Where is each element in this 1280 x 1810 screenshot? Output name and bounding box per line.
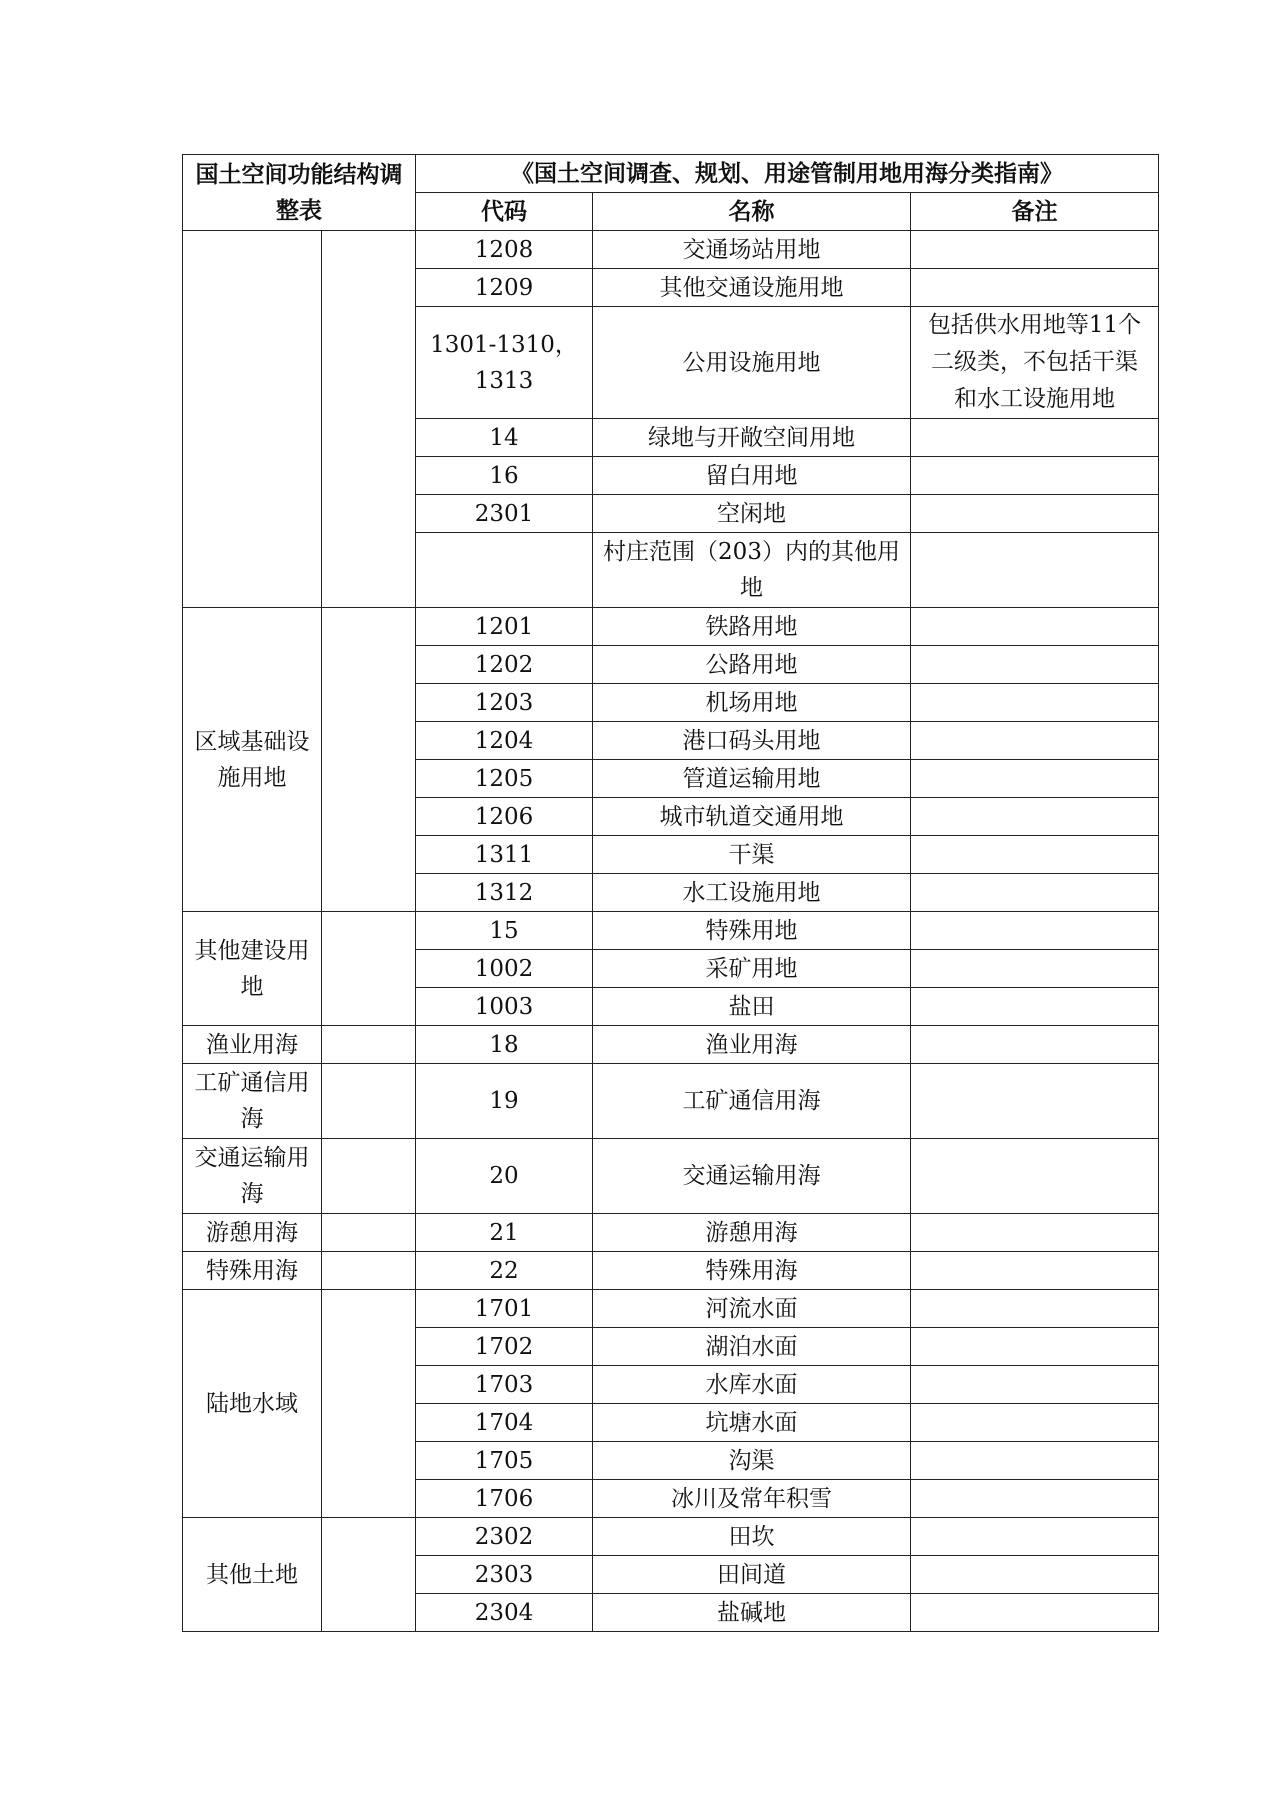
name-cell: 机场用地: [593, 684, 911, 722]
name-cell: 坑塘水面: [593, 1404, 911, 1442]
note-cell: [911, 836, 1159, 874]
code-cell: [416, 533, 593, 608]
code-cell: 21: [416, 1214, 593, 1252]
note-cell: [911, 912, 1159, 950]
name-cell: 水库水面: [593, 1366, 911, 1404]
code-cell: 1002: [416, 950, 593, 988]
table-row: [183, 1214, 1159, 1252]
subgroup-cell: [322, 1214, 416, 1252]
subgroup-cell: [322, 1290, 416, 1518]
code-cell: 18: [416, 1026, 593, 1064]
code-cell: 1312: [416, 874, 593, 912]
name-cell: 村庄范围（203）内的其他用地: [593, 533, 911, 608]
land-use-classification-table: [182, 154, 1159, 1632]
note-cell: [911, 1480, 1159, 1518]
note-cell: [911, 798, 1159, 836]
subgroup-cell: [322, 1026, 416, 1064]
note-cell: [911, 1328, 1159, 1366]
column-header-note: 备注: [911, 193, 1159, 231]
code-cell: 1206: [416, 798, 593, 836]
code-cell: 2304: [416, 1594, 593, 1632]
note-cell: [911, 874, 1159, 912]
code-cell: 1705: [416, 1442, 593, 1480]
table-row: [183, 1026, 1159, 1064]
subgroup-cell: [322, 912, 416, 1026]
code-cell: 1203: [416, 684, 593, 722]
note-cell: [911, 269, 1159, 307]
name-cell: 公路用地: [593, 646, 911, 684]
name-cell: 冰川及常年积雪: [593, 1480, 911, 1518]
name-cell: 田间道: [593, 1556, 911, 1594]
code-cell: 1311: [416, 836, 593, 874]
name-cell: 盐田: [593, 988, 911, 1026]
subgroup-cell: [322, 608, 416, 912]
note-cell: [911, 684, 1159, 722]
code-cell: 1209: [416, 269, 593, 307]
code-cell: 1706: [416, 1480, 593, 1518]
name-cell: 管道运输用地: [593, 760, 911, 798]
code-cell: 19: [416, 1064, 593, 1139]
code-cell: 20: [416, 1139, 593, 1214]
name-cell: 特殊用地: [593, 912, 911, 950]
name-cell: 交通运输用海: [593, 1139, 911, 1214]
code-cell: 2303: [416, 1556, 593, 1594]
note-cell: [911, 1139, 1159, 1214]
group-recreation-sea: 游憩用海: [183, 1214, 322, 1252]
name-cell: 工矿通信用海: [593, 1064, 911, 1139]
name-cell: 公用设施用地: [593, 307, 911, 419]
column-header-code: 代码: [416, 193, 593, 231]
code-cell: 22: [416, 1252, 593, 1290]
note-cell: [911, 608, 1159, 646]
group-land-water: 陆地水域: [183, 1290, 322, 1518]
name-cell: 湖泊水面: [593, 1328, 911, 1366]
code-cell: 14: [416, 419, 593, 457]
note-cell: [911, 1518, 1159, 1556]
note-cell: [911, 1064, 1159, 1139]
code-cell: 1702: [416, 1328, 593, 1366]
table-row: [183, 1290, 1159, 1328]
column-header-name: 名称: [593, 193, 911, 231]
note-cell: [911, 457, 1159, 495]
note-cell: [911, 1026, 1159, 1064]
table-row: [183, 1518, 1159, 1556]
note-cell: [911, 1442, 1159, 1480]
name-cell: 留白用地: [593, 457, 911, 495]
note-cell: [911, 1214, 1159, 1252]
note-cell: [911, 1404, 1159, 1442]
code-cell: 2302: [416, 1518, 593, 1556]
note-cell: [911, 533, 1159, 608]
table-row: [183, 608, 1159, 646]
subgroup-cell-continued: [322, 231, 416, 608]
code-cell: 1701: [416, 1290, 593, 1328]
code-cell: 1003: [416, 988, 593, 1026]
note-cell: [911, 1556, 1159, 1594]
name-cell: 沟渠: [593, 1442, 911, 1480]
subgroup-cell: [322, 1518, 416, 1632]
note-cell: [911, 1252, 1159, 1290]
note-cell: [911, 722, 1159, 760]
table-row: [183, 1139, 1159, 1214]
note-cell: 包括供水用地等11个二级类，不包括干渠和水工设施用地: [911, 307, 1159, 419]
note-cell: [911, 1366, 1159, 1404]
header-classification-guide: 《国土空间调查、规划、用途管制用地用海分类指南》: [416, 155, 1159, 193]
code-cell: 1301-1310，1313: [416, 307, 593, 419]
code-cell: 1202: [416, 646, 593, 684]
name-cell: 水工设施用地: [593, 874, 911, 912]
group-other-construction: 其他建设用地: [183, 912, 322, 1026]
name-cell: 交通场站用地: [593, 231, 911, 269]
subgroup-cell: [322, 1064, 416, 1139]
note-cell: [911, 950, 1159, 988]
group-industrial-sea: 工矿通信用海: [183, 1064, 322, 1139]
note-cell: [911, 231, 1159, 269]
name-cell: 城市轨道交通用地: [593, 798, 911, 836]
note-cell: [911, 1594, 1159, 1632]
name-cell: 游憩用海: [593, 1214, 911, 1252]
name-cell: 河流水面: [593, 1290, 911, 1328]
table-row: [183, 231, 1159, 269]
code-cell: 1703: [416, 1366, 593, 1404]
group-transport-sea: 交通运输用海: [183, 1139, 322, 1214]
name-cell: 其他交通设施用地: [593, 269, 911, 307]
code-cell: 2301: [416, 495, 593, 533]
code-cell: 15: [416, 912, 593, 950]
name-cell: 铁路用地: [593, 608, 911, 646]
name-cell: 绿地与开敞空间用地: [593, 419, 911, 457]
code-cell: 1204: [416, 722, 593, 760]
group-fishery-sea: 渔业用海: [183, 1026, 322, 1064]
note-cell: [911, 495, 1159, 533]
code-cell: 16: [416, 457, 593, 495]
name-cell: 干渠: [593, 836, 911, 874]
note-cell: [911, 419, 1159, 457]
note-cell: [911, 646, 1159, 684]
group-regional-infrastructure: 区域基础设施用地: [183, 608, 322, 912]
name-cell: 田坎: [593, 1518, 911, 1556]
table-row: [183, 1064, 1159, 1139]
name-cell: 特殊用海: [593, 1252, 911, 1290]
table-header-row: [183, 155, 1159, 193]
note-cell: [911, 760, 1159, 798]
subgroup-cell: [322, 1139, 416, 1214]
name-cell: 渔业用海: [593, 1026, 911, 1064]
header-functional-structure: 国土空间功能结构调整表: [183, 155, 416, 231]
code-cell: 1205: [416, 760, 593, 798]
note-cell: [911, 988, 1159, 1026]
name-cell: 采矿用地: [593, 950, 911, 988]
group-other-land: 其他土地: [183, 1518, 322, 1632]
group-cell-continued: [183, 231, 322, 608]
name-cell: 港口码头用地: [593, 722, 911, 760]
group-special-sea: 特殊用海: [183, 1252, 322, 1290]
code-cell: 1704: [416, 1404, 593, 1442]
subgroup-cell: [322, 1252, 416, 1290]
table-row: [183, 912, 1159, 950]
code-cell: 1208: [416, 231, 593, 269]
name-cell: 空闲地: [593, 495, 911, 533]
name-cell: 盐碱地: [593, 1594, 911, 1632]
table-row: [183, 1252, 1159, 1290]
code-cell: 1201: [416, 608, 593, 646]
note-cell: [911, 1290, 1159, 1328]
